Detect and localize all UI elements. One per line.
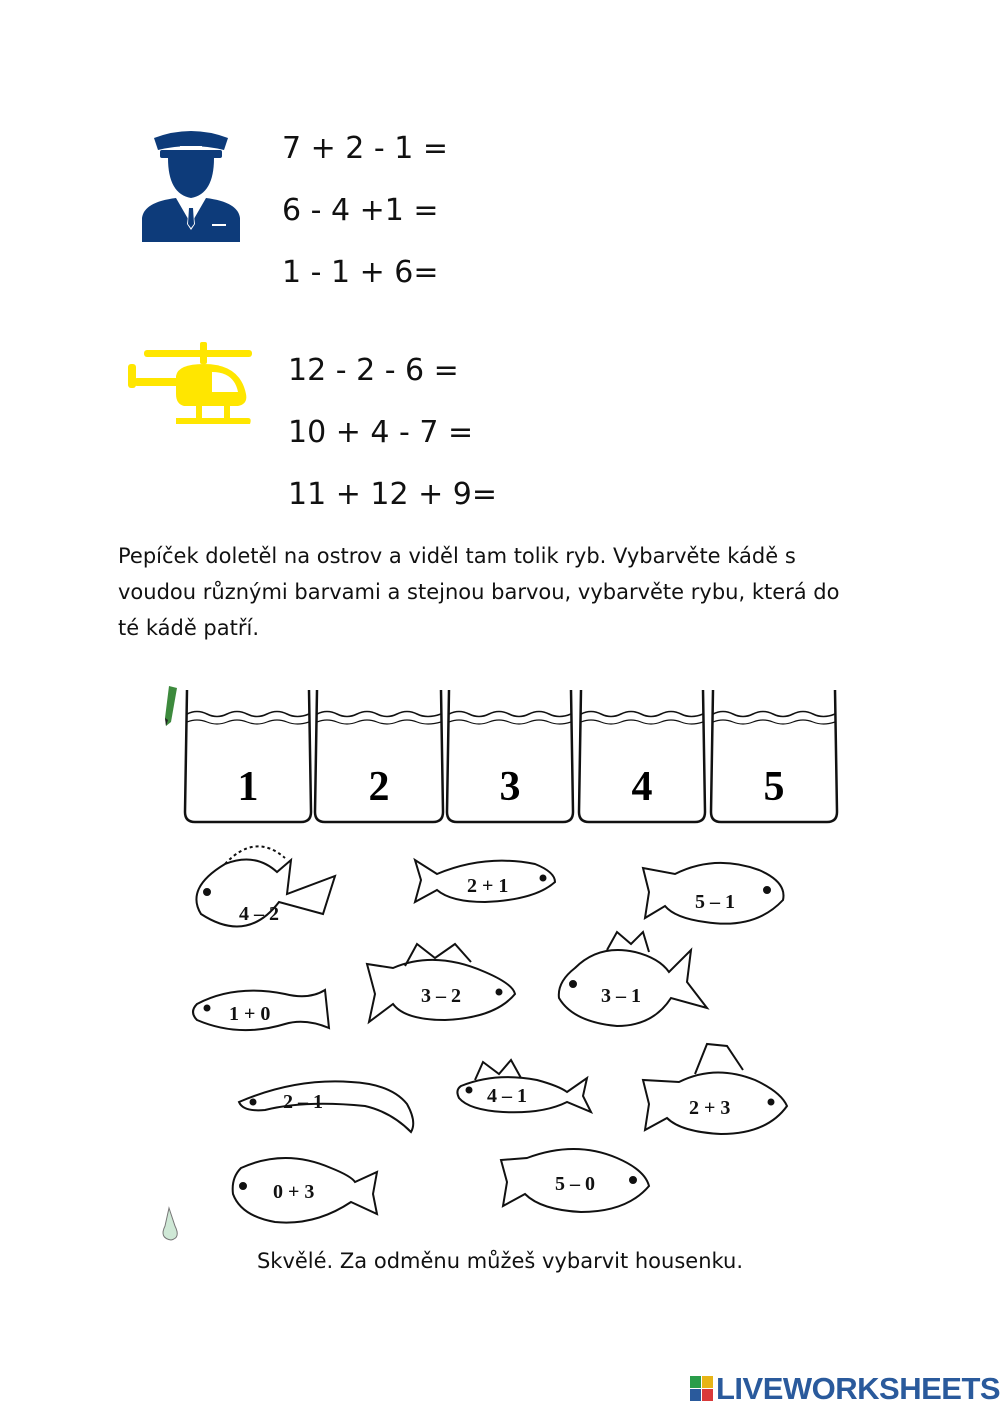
instructions-line: voudou různými barvami a stejnou barvou, vybarvěte rybu, která do bbox=[118, 580, 840, 604]
fish-label: 2 + 3 bbox=[689, 1097, 731, 1119]
equation: 7 + 2 - 1 = bbox=[282, 131, 449, 166]
equation: 12 - 2 - 6 = bbox=[288, 353, 459, 388]
fish-label: 3 – 2 bbox=[421, 985, 461, 1007]
pilot-icon bbox=[140, 128, 242, 244]
fish-5-1[interactable] bbox=[643, 863, 784, 924]
fish-2-1[interactable] bbox=[415, 860, 555, 902]
fish-label: 0 + 3 bbox=[273, 1181, 315, 1203]
fish-4-1[interactable] bbox=[457, 1060, 591, 1112]
fish-5-0[interactable] bbox=[501, 1149, 649, 1212]
tank-number: 2 bbox=[368, 764, 390, 810]
tank-number: 4 bbox=[631, 764, 653, 810]
fish-label: 2 – 1 bbox=[283, 1091, 323, 1113]
pencil-icon bbox=[165, 686, 177, 726]
closing-text: Skvělé. Za odměnu můžeš vybarvit housenku. bbox=[256, 1249, 744, 1273]
tank-number: 3 bbox=[499, 764, 521, 810]
instructions-line: té kádě patří. bbox=[118, 616, 259, 640]
fish-1-0[interactable] bbox=[193, 990, 329, 1030]
helicopter-icon bbox=[128, 342, 254, 430]
flask-icon bbox=[163, 1208, 177, 1240]
fish-label: 4 – 2 bbox=[239, 903, 279, 925]
fish-label: 3 – 1 bbox=[601, 985, 641, 1007]
fish-label: 2 + 1 bbox=[467, 875, 509, 897]
fish-3-1[interactable] bbox=[559, 932, 707, 1026]
instructions bbox=[118, 538, 878, 646]
fish-label: 4 – 1 bbox=[487, 1085, 527, 1107]
logo-badge-icon bbox=[690, 1376, 714, 1402]
fish-2-1-eel[interactable] bbox=[239, 1081, 413, 1132]
liveworksheets-logo[interactable] bbox=[690, 1372, 1000, 1406]
equation: 6 - 4 +1 = bbox=[282, 193, 439, 228]
fish-label: 5 – 0 bbox=[555, 1173, 595, 1195]
logo-text: LIVEWORKSHEETS bbox=[716, 1371, 1000, 1406]
tank-number: 5 bbox=[763, 764, 785, 810]
fish-label: 5 – 1 bbox=[695, 891, 735, 913]
instructions-line: Pepíček doletěl na ostrov a viděl tam tolik ryb. Vybarvěte kádě s bbox=[118, 544, 796, 568]
fish-0-3[interactable] bbox=[233, 1158, 377, 1223]
fish-4-2[interactable] bbox=[196, 846, 335, 926]
equation: 10 + 4 - 7 = bbox=[288, 415, 474, 450]
fish-3-2[interactable] bbox=[367, 944, 515, 1022]
tank-number: 1 bbox=[237, 764, 259, 810]
equation: 1 - 1 + 6= bbox=[282, 255, 439, 290]
fish-2-3[interactable] bbox=[643, 1044, 787, 1134]
fish-label: 1 + 0 bbox=[229, 1003, 271, 1025]
equation: 11 + 12 + 9= bbox=[288, 477, 497, 512]
fish-worksheet bbox=[155, 682, 845, 1247]
